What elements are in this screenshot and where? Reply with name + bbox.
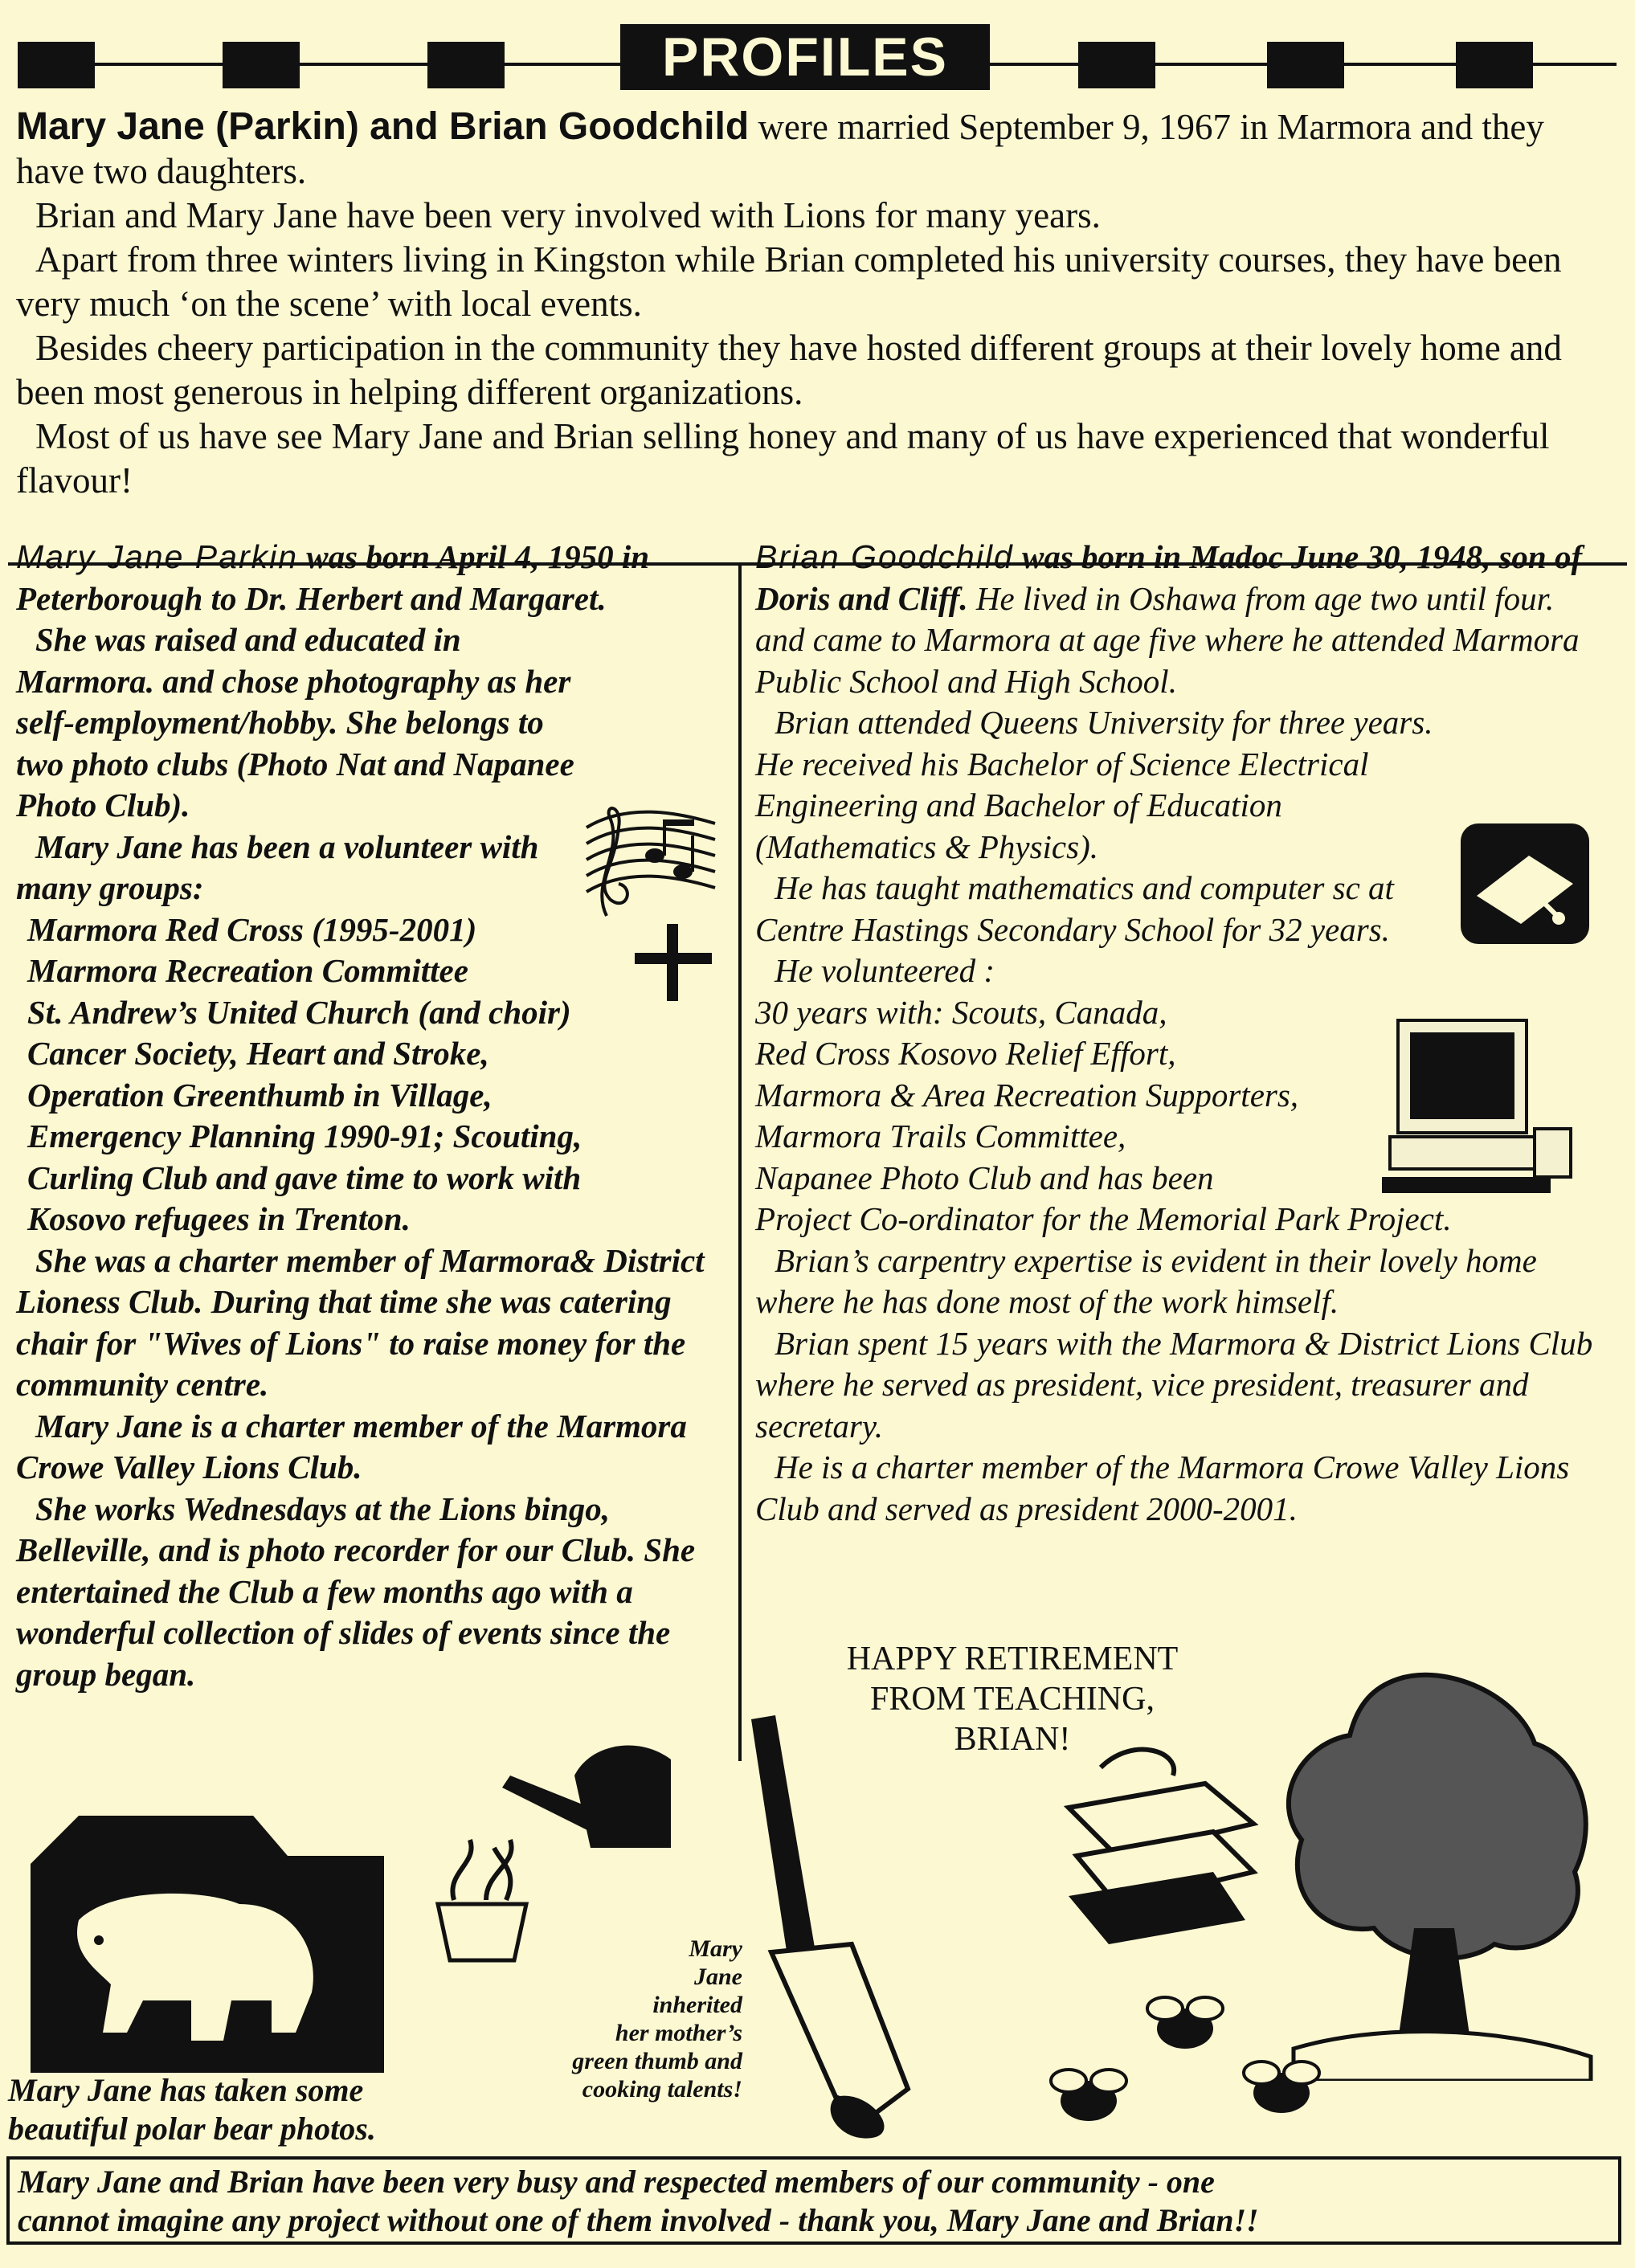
- watering-can-icon: [430, 1727, 695, 1968]
- profiles-banner: [18, 19, 1617, 88]
- polar-bear-caption: [8, 2071, 490, 2148]
- brian-name: Brian Goodchild: [755, 538, 1014, 575]
- list-item: 30 years with: Scouts, Canada,: [755, 993, 1167, 1031]
- list-item: St. Andrew’s United Church (and choir): [27, 993, 571, 1031]
- column-divider: [738, 566, 742, 1761]
- intro-paragraph: Most of us have see Mary Jane and Brian selling honey and many of us have experienced that wonderful flavour!: [16, 416, 1550, 501]
- caption-line: inherited: [652, 1992, 742, 2018]
- page-title: PROFILES: [620, 24, 990, 90]
- mj-paragraph: She was raised and educated in Marmora. and chose photography as her self-employment/hobby. She belongs to two photo clubs (Photo Nat and Napanee Photo Club).: [16, 621, 574, 823]
- mj-paragraph: She was a charter member of Marmora& District Lioness Club. During that time she was catering chair for "Wives of Lions" to raise money for the community centre.: [16, 1241, 705, 1403]
- mary-jane-column: [16, 537, 723, 1695]
- list-item: Operation Greenthumb in Village,: [27, 1076, 493, 1114]
- caption-line: her mother’s: [615, 2020, 742, 2046]
- list-item: Curling Club and gave time to work with: [27, 1159, 582, 1196]
- mj-paragraph: [16, 537, 723, 619]
- list-item: Marmora Recreation Committee: [27, 952, 468, 989]
- banner-block: [1078, 42, 1155, 88]
- retirement-line: FROM TEACHING,: [870, 1681, 1155, 1718]
- trowel-icon: [739, 1711, 948, 2145]
- caption-line: Mary: [689, 1935, 742, 1962]
- intro-paragraph: Besides cheery participation in the community they have hosted different groups at their lovely home and been most generous in helping different organizations.: [16, 328, 1562, 412]
- couple-names: Mary Jane (Parkin) and Brian Goodchild: [16, 105, 750, 148]
- brian-paragraph: Brian’s carpentry expertise is evident in their lovely home where he has done most of the work himself.: [755, 1241, 1537, 1320]
- mj-paragraph: She works Wednesdays at the Lions bingo, Belleville, and is photo recorder for our Club. She entertained the Club a few months ago with a wonderful collection of slides of events since the group began.: [16, 1490, 696, 1693]
- mj-group-list: [16, 909, 723, 1240]
- list-item: Emergency Planning 1990-91; Scouting,: [27, 1118, 582, 1154]
- closing-note: [6, 2156, 1621, 2245]
- mj-paragraph: Mary Jane has been a volunteer with many groups:: [16, 828, 539, 906]
- mj-paragraph: Mary Jane is a charter member of the Marmora Crowe Valley Lions Club.: [16, 1407, 687, 1485]
- brian-birth-text: was born in Madoc June 30, 1948, son of Doris and Cliff.: [755, 538, 1583, 617]
- retirement-line: BRIAN!: [954, 1721, 1071, 1758]
- list-item: Project Co-ordinator for the Memorial Park Project.: [755, 1200, 1452, 1237]
- banner-block: [223, 42, 300, 88]
- polar-bear-icon: [31, 1767, 384, 2073]
- banner-block: [427, 42, 505, 88]
- caption-line: cooking talents!: [582, 2076, 742, 2102]
- bee-icon: [1237, 2057, 1326, 2121]
- list-item: Marmora Trails Committee,: [755, 1118, 1126, 1154]
- banner-block: [1267, 42, 1344, 88]
- mj-birth-text: was born April 4, 1950 in Peterborough to Dr. Herbert and Margaret.: [16, 538, 650, 617]
- intro-first-text: were married September 9, 1967 in Marmora and they have two daughters.: [16, 107, 1544, 191]
- caption-line: Mary Jane has taken some: [8, 2072, 364, 2108]
- mj-name: Mary Jane Parkin: [16, 538, 299, 575]
- intro-section: [16, 104, 1591, 503]
- bee-icon: [1044, 2065, 1133, 2129]
- list-item: Napanee Photo Club and has been: [755, 1159, 1214, 1196]
- bee-icon: [1141, 1992, 1229, 2057]
- list-item: Marmora & Area Recreation Supporters,: [755, 1076, 1299, 1114]
- banner-block: [18, 42, 95, 88]
- tree-icon: [1253, 1663, 1607, 2081]
- brian-paragraph: He is a charter member of the Marmora Crowe Valley Lions Club and served as president 2000-2001.: [755, 1449, 1570, 1527]
- brian-childhood-text: He lived in Oshawa from age two until four. and came to Marmora at age five where he attended Marmora Public School and High School.: [755, 579, 1580, 700]
- brian-paragraph: He volunteered :: [775, 952, 995, 989]
- red-cross-icon: [635, 924, 712, 1001]
- computer-icon: [1382, 1016, 1591, 1197]
- caption-line: Jane: [694, 1964, 742, 1990]
- brian-paragraph: He has taught mathematics and computer sc at Centre Hastings Secondary School for 32 years.: [755, 869, 1394, 948]
- graduation-cap-icon: [1461, 823, 1589, 944]
- brian-paragraph: Brian attended Queens University for three years. He received his Bachelor of Science Electrical Engineering and Bachelor of Education (Mathematics & Physics).: [755, 704, 1433, 865]
- intro-paragraph: [16, 104, 1591, 194]
- intro-paragraph: Brian and Mary Jane have been very involved with Lions for many years.: [35, 195, 1101, 235]
- retirement-line: HAPPY RETIREMENT: [846, 1641, 1179, 1678]
- caption-line: green thumb and: [572, 2048, 742, 2074]
- list-item: Marmora Red Cross (1995-2001): [27, 910, 477, 948]
- music-notes-icon: [578, 795, 723, 932]
- banner-block: [1456, 42, 1533, 88]
- list-item: Kosovo refugees in Trenton.: [27, 1200, 411, 1237]
- closing-line: cannot imagine any project without one of them involved - thank you, Mary Jane and Brian!!: [18, 2202, 1259, 2238]
- intro-paragraph: Apart from three winters living in Kingston while Brian completed his university courses, they have been very much ‘on the scene’ with local events.: [16, 239, 1562, 324]
- list-item: Cancer Society, Heart and Stroke,: [27, 1035, 489, 1072]
- brian-paragraph: Brian spent 15 years with the Marmora & District Lions Club where he served as president, vice president, treasurer and secretary.: [755, 1324, 1593, 1445]
- closing-line: Mary Jane and Brian have been very busy and respected members of our community - one: [18, 2164, 1215, 2200]
- brian-paragraph: [755, 537, 1607, 702]
- list-item: Red Cross Kosovo Relief Effort,: [755, 1035, 1176, 1072]
- greenthumb-caption: [469, 1935, 742, 2103]
- books-icon: [1053, 1735, 1261, 1952]
- caption-line: beautiful polar bear photos.: [8, 2111, 376, 2147]
